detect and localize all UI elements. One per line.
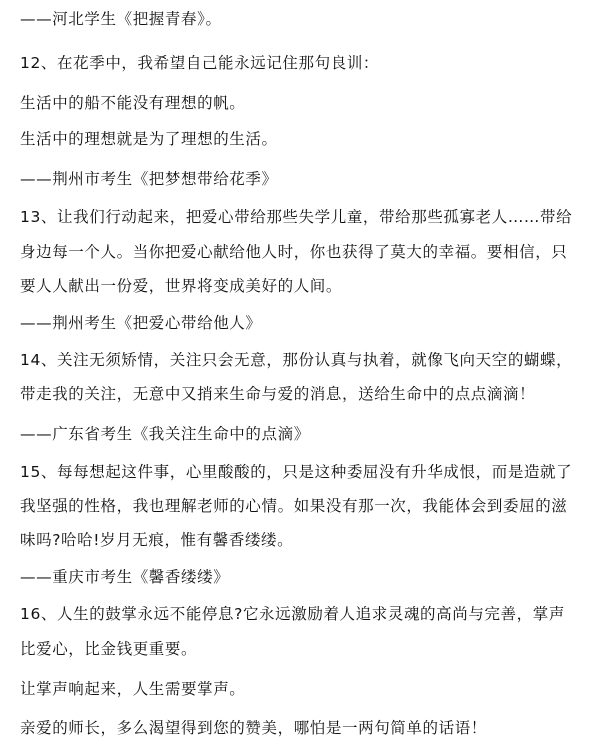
attribution-line: ——重庆市考生《馨香缕缕》 [20, 568, 230, 586]
paragraph-16-line-2: 比爱心，比金钱更重要。 [20, 640, 198, 658]
paragraph-13-line-1: 13、让我们行动起来，把爱心带给那些失学儿童，带给那些孤寡老人……带给 [20, 208, 573, 226]
attribution-line: ——广东省考生《我关注生命中的点滴》 [20, 425, 310, 443]
paragraph-15-line-3: 味吗?哈哈!岁月无痕，惟有馨香缕缕。 [20, 531, 294, 549]
attribution-line: ——河北学生《把握青春》。 [20, 10, 222, 28]
paragraph-13-line-2: 身边每一个人。当你把爱心献给他人时，你也获得了莫大的幸福。要相信，只 [20, 243, 568, 261]
paragraph-16-line-4: 亲爱的师长，多么渴望得到您的赞美，哪怕是一两句简单的话语！ [20, 719, 487, 737]
paragraph-14-line-2: 带走我的关注，无意中又捎来生命与爱的消息，送给生命中的点点滴滴！ [20, 385, 536, 403]
paragraph-13-line-3: 要人人献出一份爱，世界将变成美好的人间。 [20, 277, 343, 295]
paragraph-12-line-1: 12、在花季中，我希望自己能永远记住那句良训： [20, 54, 380, 72]
paragraph-15-line-1: 15、每每想起这件事，心里酸酸的，只是这种委屈没有升华成恨，而是造就了 [20, 463, 573, 481]
paragraph-14-line-1: 14、关注无须矫情，关注只会无意，那份认真与执着，就像飞向天空的蝴蝶， [20, 351, 573, 369]
paragraph-12-line-2: 生活中的船不能没有理想的帆。 [20, 94, 246, 112]
attribution-line: ——荆州市考生《把梦想带给花季》 [20, 170, 278, 188]
paragraph-15-line-2: 我坚强的性格，我也理解老师的心情。如果没有那一次，我能体会到委屈的滋 [20, 497, 568, 515]
attribution-line: ——荆州考生《把爱心带给他人》 [20, 314, 262, 332]
paragraph-16-line-1: 16、人生的鼓掌永远不能停息?它永远激励着人追求灵魂的高尚与完善，掌声 [20, 605, 565, 623]
paragraph-16-line-3: 让掌声响起来，人生需要掌声。 [20, 680, 246, 698]
paragraph-12-line-3: 生活中的理想就是为了理想的生活。 [20, 130, 278, 148]
